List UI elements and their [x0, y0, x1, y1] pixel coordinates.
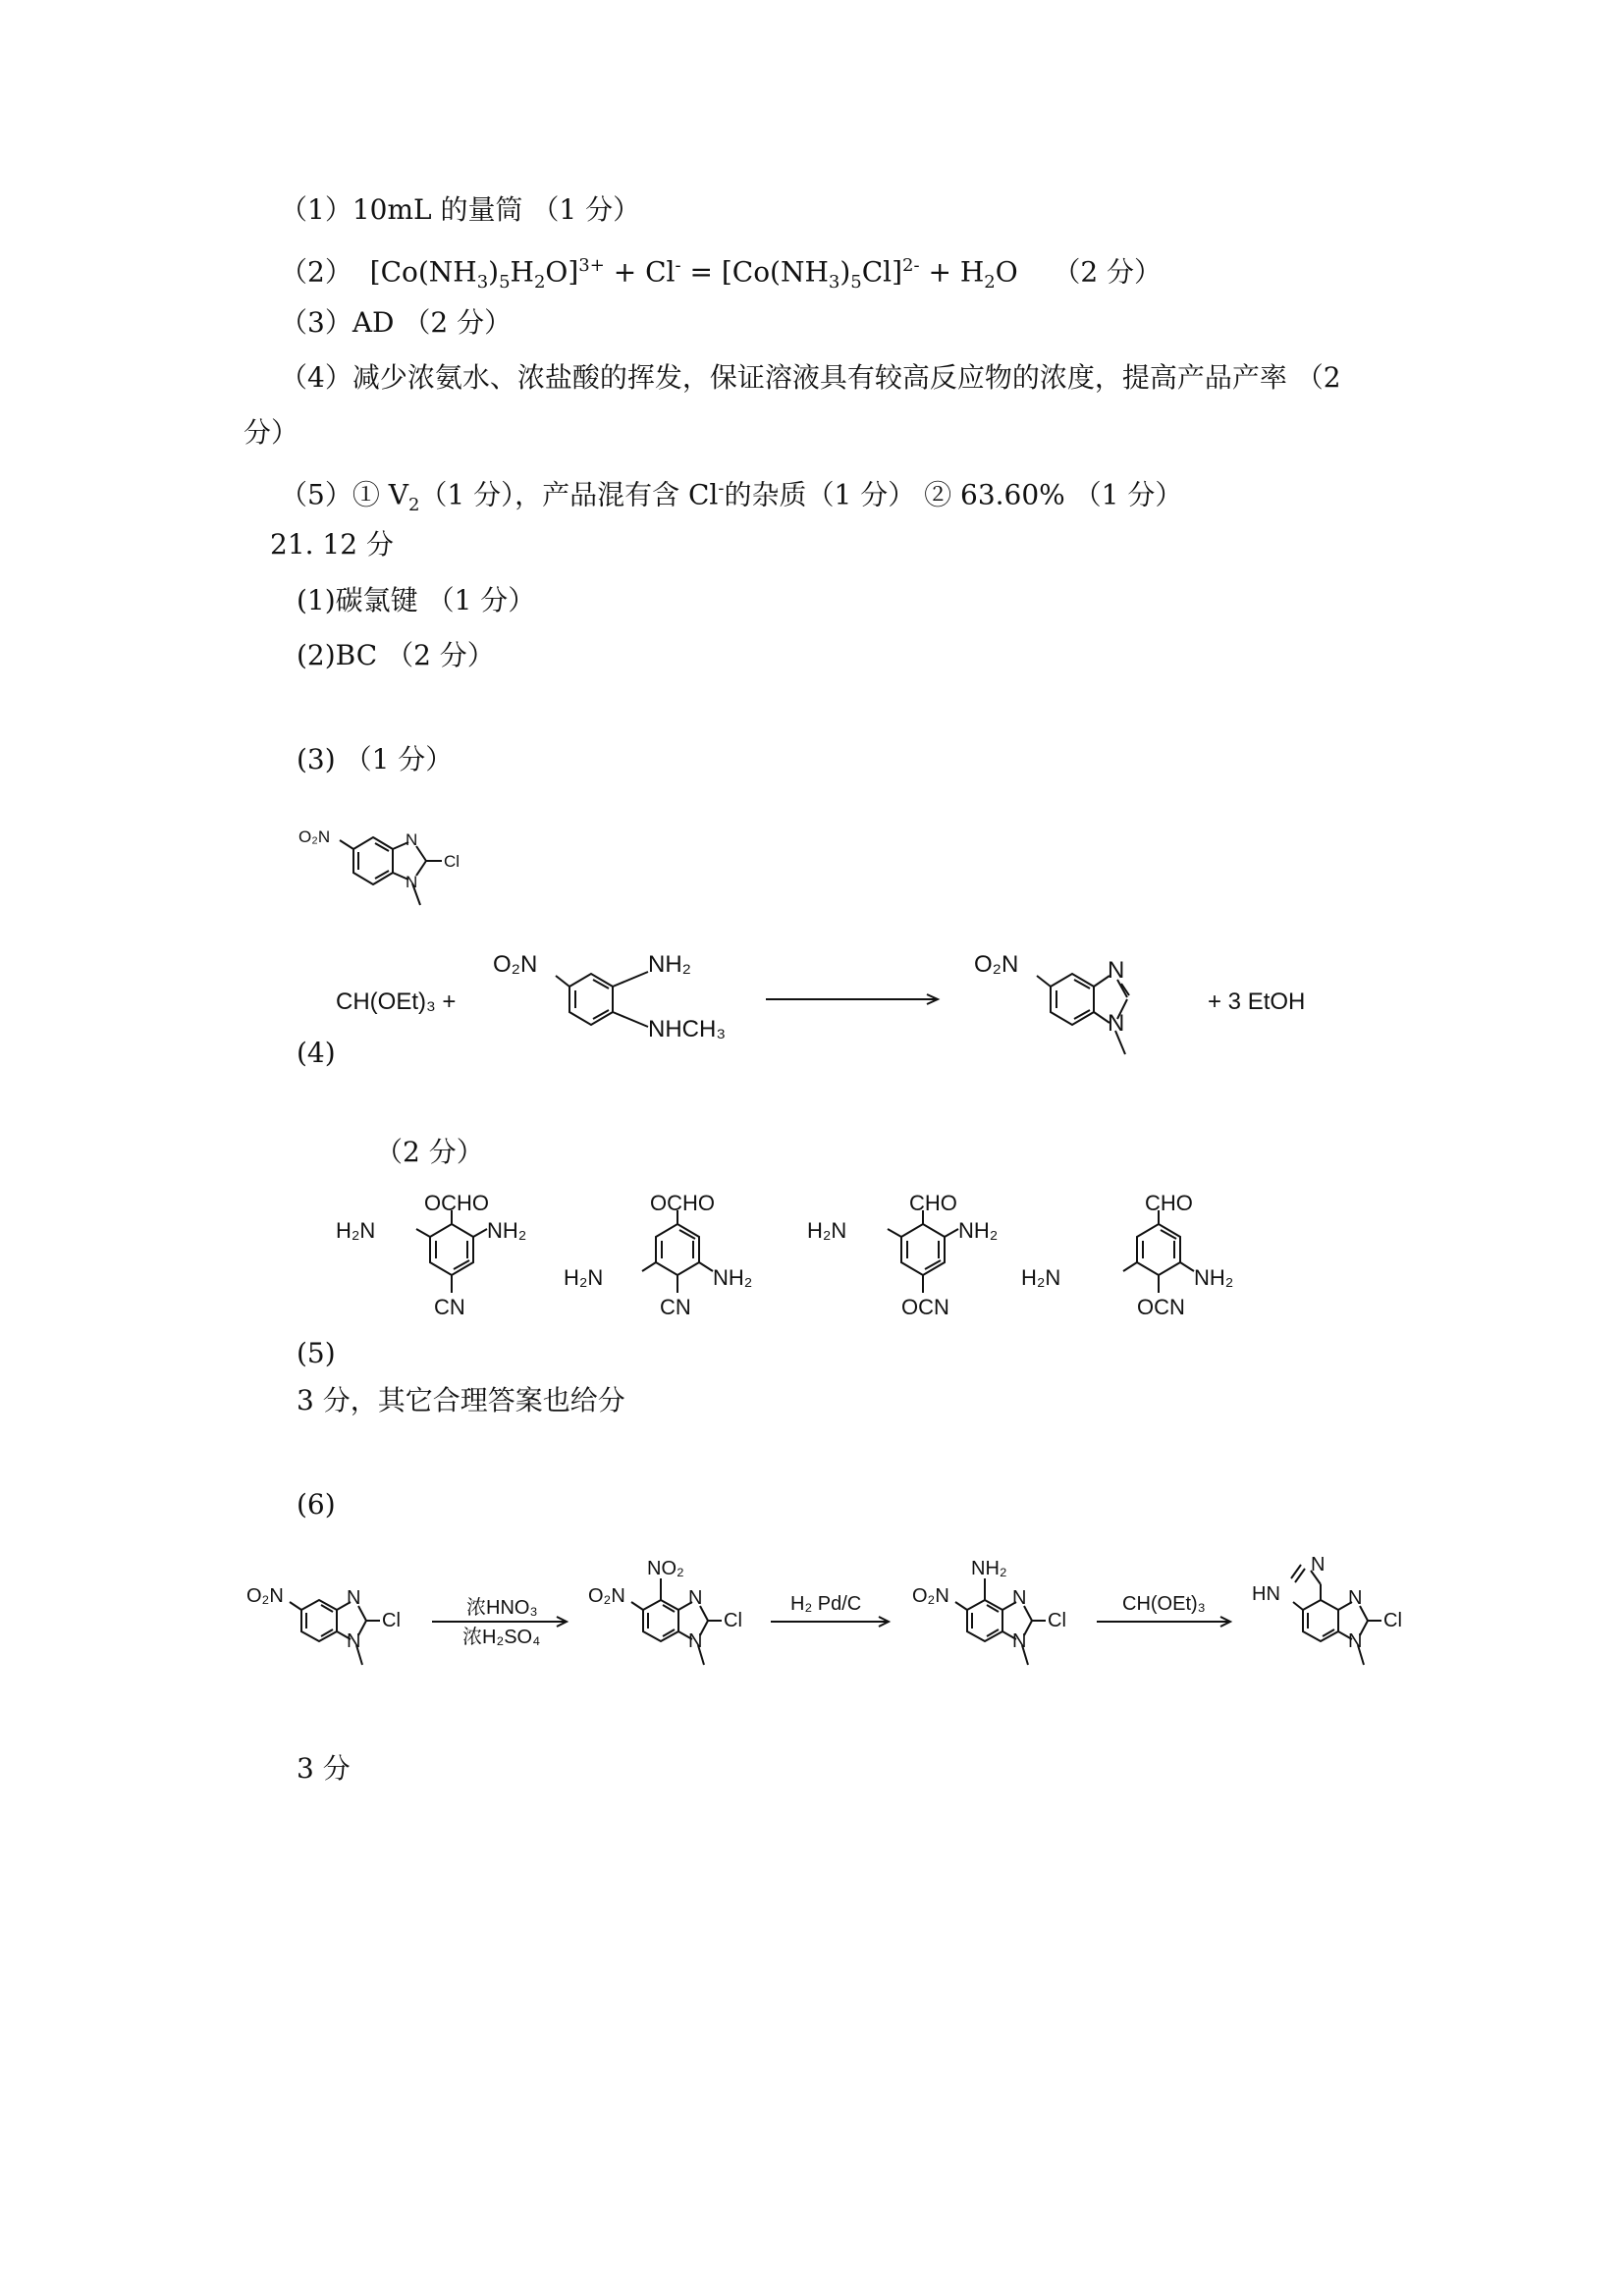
eq-part: + H: [919, 255, 985, 289]
q21-2-text: (2)BC （2 分）: [297, 639, 495, 671]
label-n: N: [1108, 1010, 1125, 1037]
eq-sup: 2-: [902, 255, 920, 276]
label-n: N: [1012, 1587, 1027, 1609]
eq-sub: 5: [499, 271, 511, 293]
structure-q3: [295, 815, 491, 923]
label-n: N: [688, 1587, 703, 1609]
eq-sub: 2: [533, 271, 546, 293]
answer-5: [280, 472, 1182, 522]
answer-3-text: （3）AD （2 分）: [280, 306, 513, 339]
q21-3: [297, 743, 453, 776]
answer-2-prefix: （2）: [280, 255, 352, 289]
answer-4-text1: （4）减少浓氨水、浓盐酸的挥发，保证溶液具有较高反应物的浓度，提高产品产率 （2: [280, 361, 1341, 394]
product-etoh: + 3 EtOH: [1208, 988, 1306, 1015]
q21-3-text: (3) （1 分）: [297, 743, 454, 775]
eq-sub: 3: [476, 271, 489, 293]
label-ocn: OCN: [901, 1295, 949, 1319]
label-ocn: OCN: [1137, 1295, 1185, 1319]
q21-1: [297, 584, 535, 617]
q21-header-text: 21. 12 分: [270, 528, 394, 561]
label-n: N: [347, 1630, 361, 1652]
label-n: N: [1348, 1587, 1363, 1609]
label-n: N: [1108, 957, 1125, 984]
label-hn: HN: [1252, 1583, 1280, 1605]
label-h2n: H₂N: [336, 1218, 376, 1243]
answer-2-points: （2 分）: [1053, 255, 1163, 289]
q21-header: [270, 528, 394, 561]
eq-part: O: [995, 255, 1018, 289]
reagent-h2so4: 浓H₂SO₄: [462, 1627, 541, 1648]
eq-part: Cl]: [861, 255, 903, 289]
answer-5-b: （1 分），产品混有含 Cl: [419, 478, 719, 511]
q21-4-points-text: （2 分）: [375, 1136, 484, 1168]
q21-5-text: (5): [297, 1337, 336, 1369]
answer-3: [280, 306, 512, 340]
q21-4-text: (4): [297, 1037, 336, 1069]
reagent-ch-oet3: CH(OEt)₃: [1122, 1593, 1206, 1615]
label-cho: CHO: [909, 1191, 957, 1215]
label-nh2: NH₂: [648, 951, 691, 978]
label-n: N: [406, 830, 418, 849]
label-no2: NO₂: [647, 1558, 684, 1579]
answer-2: [280, 249, 1162, 299]
eq-sub: 5: [850, 271, 862, 293]
answer-5-c: 的杂质（1 分） ② 63.60% （1 分）: [724, 478, 1183, 511]
answer-5-sub: 2: [407, 494, 420, 515]
eq-part: ): [488, 255, 500, 289]
q21-1-text: (1)碳氯键 （1 分）: [297, 584, 536, 616]
label-h2n: H₂N: [1021, 1265, 1061, 1290]
q21-5-note-text: 3 分，其它合理答案也给分: [297, 1384, 625, 1416]
answer-4-line2: [244, 416, 298, 450]
q21-6-points: [297, 1752, 351, 1786]
eq-sub: 2: [984, 271, 996, 293]
label-n: N: [1012, 1630, 1027, 1652]
label-n: N: [347, 1587, 361, 1609]
eq-part: [Co(NH: [369, 255, 477, 289]
answer-1: [280, 193, 640, 227]
label-o2n: O₂N: [298, 828, 331, 846]
eq-part: H: [510, 255, 534, 289]
label-cl: Cl: [1048, 1610, 1066, 1631]
q21-6-points-text: 3 分: [297, 1752, 351, 1785]
eq-part: = [Co(NH: [680, 255, 829, 289]
label-nh2: NH₂: [958, 1218, 999, 1243]
answer-4-text2: 分）: [244, 416, 299, 449]
q21-6-label: [297, 1488, 336, 1522]
eq-part: ): [839, 255, 851, 289]
label-n: N: [406, 873, 418, 891]
reagent-ch-oet3: CH(OEt)₃ +: [336, 988, 457, 1015]
label-cl: Cl: [382, 1610, 401, 1631]
reagent-hno3: 浓HNO₃: [466, 1597, 538, 1619]
answer-5-sup: -: [718, 478, 725, 499]
label-ocho: OCHO: [650, 1191, 715, 1215]
reaction-q4: [324, 933, 1355, 1070]
isomers-q5: [324, 1183, 1247, 1360]
label-nh2: NH₂: [1194, 1265, 1234, 1290]
label-cn: CN: [660, 1295, 691, 1319]
synthesis-route-q6: [241, 1541, 1419, 1708]
label-nh2: NH₂: [971, 1558, 1007, 1579]
q21-2: [297, 639, 495, 672]
label-o2n: O₂N: [912, 1585, 949, 1607]
label-h2n: H₂N: [807, 1218, 847, 1243]
answer-4-line1: [280, 361, 1341, 395]
eq-sup: -: [675, 255, 681, 276]
eq-sub: 3: [828, 271, 840, 293]
q21-5-note: [297, 1384, 625, 1417]
label-cl: Cl: [1383, 1610, 1402, 1631]
label-cl: Cl: [724, 1610, 742, 1631]
answer-1-text: （1）10mL 的量筒 （1 分）: [280, 193, 641, 226]
label-h2n: H₂N: [564, 1265, 604, 1290]
label-cho: CHO: [1145, 1191, 1193, 1215]
q21-6-text: (6): [297, 1488, 336, 1521]
label-n: N: [688, 1630, 703, 1652]
label-o2n: O₂N: [588, 1585, 625, 1607]
label-n: N: [1348, 1630, 1363, 1652]
label-n: N: [1311, 1554, 1326, 1575]
label-nh2: NH₂: [487, 1218, 527, 1243]
answer-5-a: （5）① V: [280, 478, 408, 511]
eq-part: O]: [545, 255, 579, 289]
reagent-h2-pdc: H₂ Pd/C: [790, 1593, 862, 1615]
q21-4-points: [375, 1136, 484, 1169]
label-nh2: NH₂: [713, 1265, 753, 1290]
label-ocho: OCHO: [424, 1191, 489, 1215]
eq-part: + Cl: [604, 255, 676, 289]
label-o2n: O₂N: [974, 951, 1019, 978]
label-cn: CN: [434, 1295, 465, 1319]
label-cl: Cl: [444, 852, 460, 871]
label-o2n: O₂N: [246, 1585, 284, 1607]
label-nhch3: NHCH₃: [648, 1016, 727, 1042]
label-o2n: O₂N: [493, 951, 538, 978]
eq-sup: 3+: [578, 255, 605, 276]
